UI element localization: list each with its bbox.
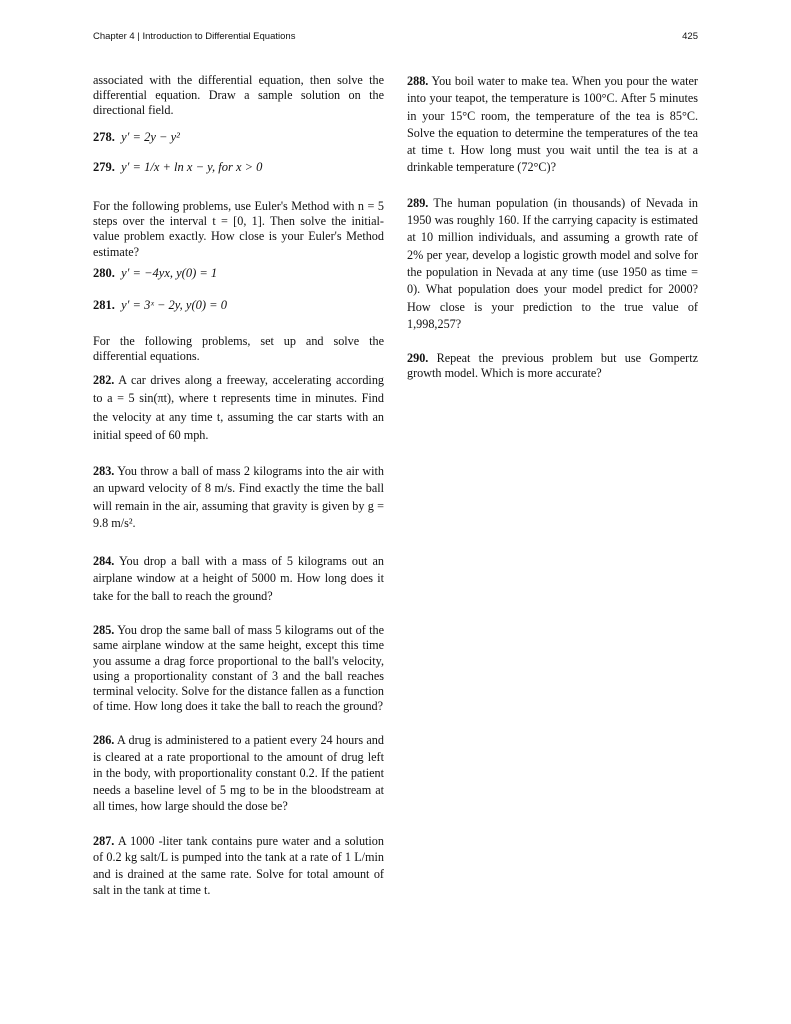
problem-text: You drop the same ball of mass 5 kilograms out of the same airplane window at the same height, except this time you assume a drag force proportional to the ball's velocity, using a proportionality constant of 3 and the ball reaches terminal velocity. Solve for the distance fallen as a function of time. How long does it take the ball to reach the ground?: [93, 623, 384, 714]
problem-280: [93, 266, 384, 281]
problem-number: 280.: [93, 265, 115, 280]
problem-equation: y′ = 2y − y²: [121, 129, 180, 144]
problem-number: 290.: [407, 351, 429, 366]
problem-289: [407, 195, 698, 333]
problem-number: 284.: [93, 553, 115, 568]
problem-text: You boil water to make tea. When you pour the water into your teapot, the temperature is 100°C. After 5 minutes in your 15°C room, the temperature of the tea is 85°C. Solve the equation to determine the temperatures of the tea at time t. How long must you wait until the tea is at a drinkable temperature (72°C)?: [407, 74, 698, 175]
problem-number: 282.: [93, 372, 115, 387]
page-number: 425: [682, 31, 698, 42]
problem-number: 283.: [93, 463, 115, 478]
problem-284: [93, 553, 384, 606]
directional-field-intro: associated with the differential equation, then solve the differential equation. Draw a sample solution on the directional field.: [93, 73, 384, 118]
problem-number: 289.: [407, 195, 429, 210]
problem-text: The human population (in thousands) of Nevada in 1950 was roughly 160. If the carrying capacity is estimated at 10 million individuals, and assuming a growth rate of 2% per year, develop a logistic growth model and solve for the population in Nevada at any time (use 1950 as time = 0). What population does your model predict for 2000? How close is your prediction to the true value of 1,998,257?: [407, 195, 698, 331]
page-header: [93, 31, 698, 45]
problem-text: A 1000 -liter tank contains pure water and a solution of 0.2 kg salt/L is pumped into the tank at a rate of 1 L/min and is drained at the same rate. Solve for total amount of salt in the tank at time t.: [93, 833, 384, 898]
problem-number: 286.: [93, 733, 115, 748]
problem-285: [93, 623, 384, 714]
problem-287: [93, 833, 384, 899]
chapter-title: Chapter 4 | Introduction to Differential Equations: [93, 31, 296, 42]
problem-equation: y′ = 3ˣ − 2y, y(0) = 0: [121, 298, 227, 313]
euler-method-intro: For the following problems, use Euler's Method with n = 5 steps over the interval t = [0, 1]. Then solve the initial-value problem exactly. How close is your Euler's Method estimate?: [93, 199, 384, 259]
problem-number: 287.: [93, 833, 115, 848]
problem-text: You drop a ball with a mass of 5 kilograms out an airplane window at a height of 5000 m. How long does it take for the ball to reach the ground?: [93, 553, 384, 603]
problem-equation: y′ = −4yx, y(0) = 1: [121, 265, 218, 280]
problem-equation: y′ = 1/x + ln x − y, for x > 0: [121, 159, 263, 174]
right-column: [407, 73, 698, 382]
problem-282: [93, 371, 384, 445]
problem-288: [407, 73, 698, 177]
setup-solve-intro: For the following problems, set up and solve the differential equations.: [93, 334, 384, 364]
left-column: [93, 73, 384, 899]
problem-281: [93, 298, 384, 313]
problem-number: 285.: [93, 623, 115, 638]
problem-number: 279.: [93, 159, 115, 174]
problem-text: A drug is administered to a patient every 24 hours and is cleared at a rate proportional to the amount of drug left in the body, with proportionality constant 0.2. If the patient needs a baseline level of 5 mg to be in the bloodstream at all times, how large should the dose be?: [93, 733, 384, 814]
problem-text: A car drives along a freeway, accelerating according to a = 5 sin(πt), where t represents time in minutes. Find the velocity at any time t, assuming the car starts with an initial speed of 60 mph.: [93, 372, 385, 443]
problem-278: [93, 130, 384, 145]
problem-279: [93, 160, 384, 175]
problem-number: 278.: [93, 129, 115, 144]
problem-text: Repeat the previous problem but use Gompertz growth model. Which is more accurate?: [407, 351, 698, 381]
problem-283: [93, 463, 384, 533]
problem-290: [407, 351, 698, 381]
problem-286: [93, 732, 384, 815]
problem-text: You throw a ball of mass 2 kilograms into the air with an upward velocity of 8 m/s. Find exactly the time the ball will remain in the air, assuming that gravity is given by g = 9.8 m/s².: [93, 463, 384, 531]
problem-number: 288.: [407, 74, 429, 88]
problem-number: 281.: [93, 298, 115, 313]
